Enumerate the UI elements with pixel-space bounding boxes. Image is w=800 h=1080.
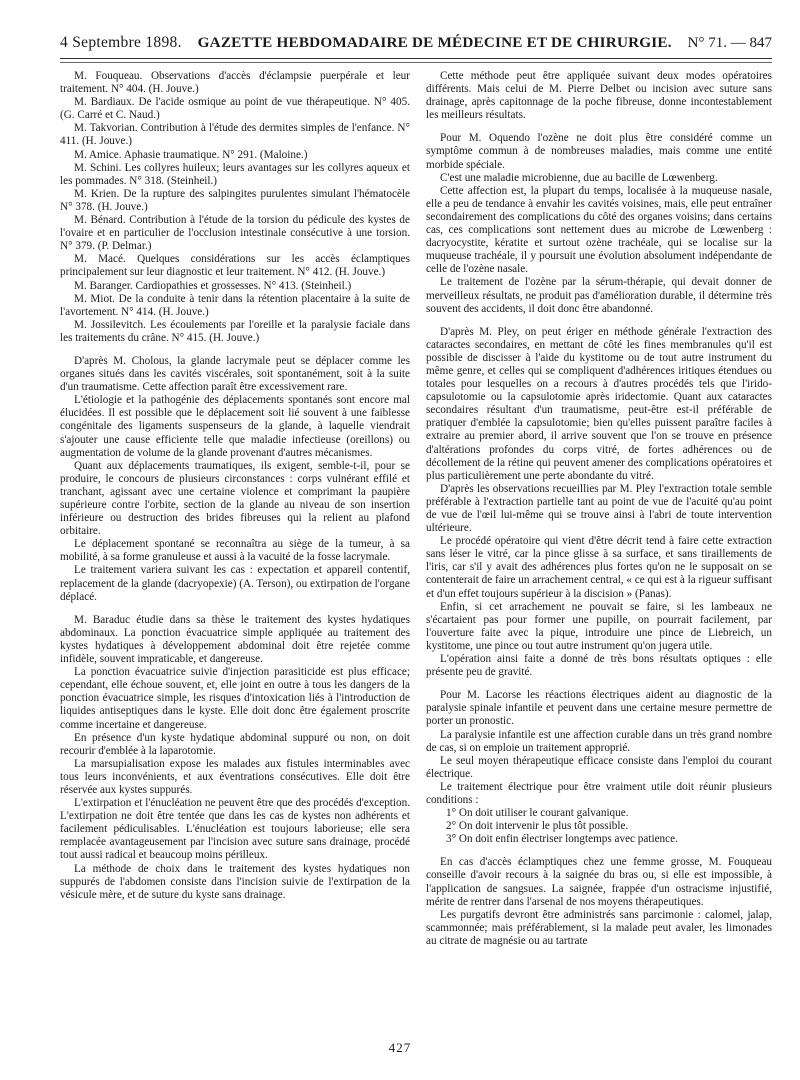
paragraph: L'extirpation et l'énucléation ne peuvent être que des procédés d'exception. L'extirpation ne doit être tentée que dans les cas de kystes non adhérents et facilement pédiculisables. L'énucléation est toujours laborieuse; elle sera remplacée avantageusement par l'incision avec suture sans drainage, procédé tout aussi radical et beaucoup moins périlleux. — [60, 797, 410, 862]
paragraph: L'opération ainsi faite a donné de très bons résultats optiques : elle présente peu de gravité. — [426, 653, 772, 679]
paragraph: Le traitement variera suivant les cas : expectation et appareil contentif, replacement de la glande (dacryopexie) (A. Terson), ou extirpation de l'organe déplacé. — [60, 564, 410, 603]
reference-entry: M. Baranger. Cardiopathies et grossesses. N° 413. (Steinheil.) — [74, 279, 352, 292]
reference-entry: M. Jossilevitch. Les écoulements par l'oreille et la paralysie faciale dans les traitements du crâne. N° 415. (H. Jouve.) — [60, 318, 410, 344]
section-infantile-paralysis — [426, 689, 772, 846]
section-ozena — [426, 132, 772, 315]
reference-entry: M. Schini. Les collyres huileux; leurs avantages sur les collyres aqueux et les pommades. N° 318. (Steinheil.) — [60, 161, 410, 187]
paragraph: Le procédé opératoire qui vient d'être décrit tend à faire cette extraction sans léser le vitré, car la pince glisse à sa surface, et sans tiraillements de l'iris, car s'il y avait des adhérences plus fortes qu'on ne le supposait on se contenterait de faire un arrachement central, « ce qui est à la rigueur suffisant et d'un effet toujours supérieur à la discision » (Panas). — [426, 535, 772, 600]
page-folio-number: 427 — [388, 1040, 412, 1055]
paragraph: En cas d'accès éclamptiques chez une femme grosse, M. Fouqueau conseille d'avoir recours à la saignée du bras ou, si elle est impossible, à l'application de sangsues. La saignée, frappée d'un ostracisme injustifié, mérite de rentrer dans l'arsenal de nos moyens thérapeutiques. — [426, 856, 772, 908]
thesis-references — [60, 70, 410, 345]
condition-item: 2° On doit intervenir le plus tôt possible. — [446, 820, 629, 833]
paragraph: Les purgatifs devront être administrés sans parcimonie : calomel, jalap, scammonnée; mais préférablement, si la malade peut avaler, les limonades au citrate de magnésie ou au tartrate — [426, 908, 772, 947]
left-column — [60, 70, 410, 902]
paragraph: Enfin, si cet arrachement ne pouvait se faire, si les lambeaux ne s'écartaient pas pour former une pupille, on pourrait facilement, par l'ouverture faite avec la pique, introduire une pince de Liebreich, un kystitome, une pince ou tout autre instrument qu'on jugera utile. — [426, 600, 772, 652]
section-cataracts — [426, 326, 772, 680]
paragraph: L'étiologie et la pathogénie des déplacements spontanés sont encore mal élucidées. Il est possible que le déplacement soit lié souvent à une faiblesse congénitale des ligaments suspenseurs de la glande, à laquelle viendrait s'ajouter une cause efficiente telle que maladie infectieuse (oreillons) ou augmentation de volume de la glande provenant d'autres mécanismes. — [60, 394, 410, 459]
header-issue-number: N° 71. — 847 — [687, 35, 772, 51]
paragraph: Le déplacement spontané se reconnaîtra au siège de la tumeur, à sa mobilité, à sa forme granuleuse et aussi à la vacuité de la fosse lacrymale. — [60, 538, 410, 564]
paragraph: D'après M. Cholous, la glande lacrymale peut se déplacer comme les organes situés dans les cavités viscérales, soit spontanément, soit à la suite d'un traumatisme. Cette affection paraît être excessivement rare. — [60, 354, 410, 394]
paragraph: Le traitement électrique pour être vraiment utile doit réunir plusieurs conditions : — [426, 780, 772, 806]
reference-entry: M. Amice. Aphasie traumatique. N° 291. (Maloine.) — [74, 148, 308, 161]
paragraph: Pour M. Lacorse les réactions électriques aident au diagnostic de la paralysie spinale infantile et peuvent dans une certaine mesure permettre de porter un pronostic. — [426, 689, 772, 728]
paragraph: D'après M. Pley, on peut ériger en méthode générale l'extraction des cataractes secondaires, en mettant de côté les fines membranules qu'il est possible de discisser à l'aide du kystitome ou de tout autre instrument du même genre, et celles qui se compliquent d'adhérences iritiques étendues ou totales pour lesquelles on a recours à d'autres procédés tels que l'irido-capsulotomie ou la capsulotomie après iridectomie. Quant aux cataractes secondaires résultant d'un traumatisme, peut-être est-il préférable de pratiquer d'emblée la capsulotomie; bien qu'elles puissent paraître faciles à extraire au premier abord, il arrive souvent que l'on se trouve en présence d'altérations profondes du corps vitré, de fortes adhérences ou de décollement de la rétine qui peuvent amener des complications opératoires et plus particulièrement une perte abondante du vitré. — [426, 325, 772, 482]
paragraph: Le seul moyen thérapeutique efficace consiste dans l'emploi du courant électrique. — [426, 754, 772, 780]
header-rule-secondary — [60, 62, 772, 63]
running-header — [60, 34, 772, 56]
paragraph: Le traitement de l'ozène par la sérum-thérapie, qui devait donner de merveilleux résultats, ne produit pas d'amélioration durable, il détermine très souvent des accidents, il doit donc être abandonné. — [426, 276, 772, 315]
condition-item: 1° On doit utiliser le courant galvanique. — [446, 807, 629, 820]
reference-entry: M. Krien. De la rupture des salpingites purulentes simulant l'hématocèle N° 378. (H. Jouve.) — [60, 187, 410, 213]
section-lacrymal-gland — [60, 355, 410, 604]
reference-entry: M. Bardiaux. De l'acide osmique au point de vue thérapeutique. N° 405. (G. Carré et C. Naud.) — [60, 96, 410, 122]
paragraph: D'après les observations recueillies par M. Pley l'extraction totale semble préférable à l'extraction partielle tant au point de vue de l'acuité qu'au point de vue de l'œil lui-même qui se trouve ainsi à l'abri de toute intervention ultérieure. — [426, 482, 772, 535]
condition-item: 3° On doit enfin électriser longtemps avec patience. — [446, 833, 678, 846]
reference-entry: M. Macé. Quelques considérations sur les accès éclamptiques principalement sur leur diagnostic et leur traitement. N° 412. (H. Jouve.) — [60, 253, 410, 279]
paragraph: En présence d'un kyste hydatique abdominal suppuré ou non, on doit recourir d'emblée à la laparotomie. — [60, 731, 410, 757]
header-date: 4 Septembre 1898. — [60, 34, 182, 51]
paragraph: Cette méthode peut être appliquée suivant deux modes opératoires différents. Mais celui de M. Pierre Delbet ou incision avec suture sans drainage, après capitonnage de la poche fibreuse, donne incontestablement les meilleurs résultats. — [426, 70, 772, 122]
right-column — [426, 70, 772, 948]
paragraph: Pour M. Oquendo l'ozène ne doit plus être considéré comme un symptôme commun à de nombreuses maladies, mais comme une entité morbide spéciale. — [426, 132, 772, 171]
reference-entry: M. Fouqueau. Observations d'accès d'éclampsie puerpérale et leur traitement. N° 404. (H. Jouve.) — [60, 70, 410, 96]
paragraph: La paralysie infantile est une affection curable dans un très grand nombre de cas, si on emploie un traitement approprié. — [426, 728, 772, 754]
paragraph: La méthode de choix dans le traitement des kystes hydatiques non suppurés de l'abdomen consiste dans l'incision suivie de l'extirpation de la vésicule mère, et de suture du kyste sans drainage. — [60, 862, 410, 901]
header-rule — [60, 58, 772, 59]
section-hydatid-cysts — [60, 614, 410, 902]
paragraph: Quant aux déplacements traumatiques, ils exigent, semble-t-il, pour se produire, le concours de plusieurs circonstances : corps vulnérant effilé et tranchant, agissant avec une certaine violence et comprimant la paupière supérieure contre l'orbite, section de la glande au niveau de son insertion inférieure ou destruction des brides fibreuses qui la relient au plafond orbitaire. — [60, 459, 410, 538]
reference-entry: M. Takvorian. Contribution à l'étude des dermites simples de l'enfance. N° 411. (H. Jouve.) — [60, 122, 410, 148]
paragraph: La ponction évacuatrice suivie d'injection parasiticide est plus efficace; cependant, elle échoue souvent, et, elle joint en outre à tous les dangers de la ponction évacuatrice simple, les risques d'intoxication liés à l'introduction de liquides antiseptiques dans le kyste. Elle doit donc être également proscrite comme incertaine et dangereuse. — [60, 666, 410, 731]
section-eclampsia — [426, 856, 772, 948]
reference-entry: M. Bénard. Contribution à l'étude de la torsion du pédicule des kystes de l'ovaire et en particulier de l'occlusion intestinale consécutive à une torsion. N° 379. (P. Delmar.) — [60, 214, 410, 253]
reference-entry: M. Miot. De la conduite à tenir dans la rétention placentaire à la suite de l'avortement. N° 414. (H. Jouve.) — [60, 292, 410, 318]
header-title: GAZETTE HEBDOMADAIRE DE MÉDECINE ET DE CHIRURGIE. — [197, 34, 672, 51]
paragraph: La marsupialisation expose les malades aux fistules interminables avec tous leurs inconvénients, et aux éventrations consécutives. Elle doit être réservée aux kystes suppurés. — [60, 757, 410, 796]
paragraph: M. Baraduc étudie dans sa thèse le traitement des kystes hydatiques abdominaux. La ponction évacuatrice simple appliquée au traitement des kystes hydatiques à développement abdominal doit être rejetée comme infidèle, souvent impraticable, et dangereuse. — [60, 613, 410, 666]
paragraph: C'est une maladie microbienne, due au bacille de Lœwenberg. — [440, 171, 718, 184]
paragraph: Cette affection est, la plupart du temps, localisée à la muqueuse nasale, elle a peu de tendance à envahir les cavités voisines, mais, elle peut entraîner secondairement des complications du côté des organes voisins; dans certains cas, ces complications sont nettement dues au microbe de Lœwenberg : dacryocystite, kératite et surtout ozène trachéale, qui se localise sur la muqueuse trachéale, il y poursuit une évolution absolument indépendante de celle de l'ozène nasale. — [426, 184, 772, 276]
